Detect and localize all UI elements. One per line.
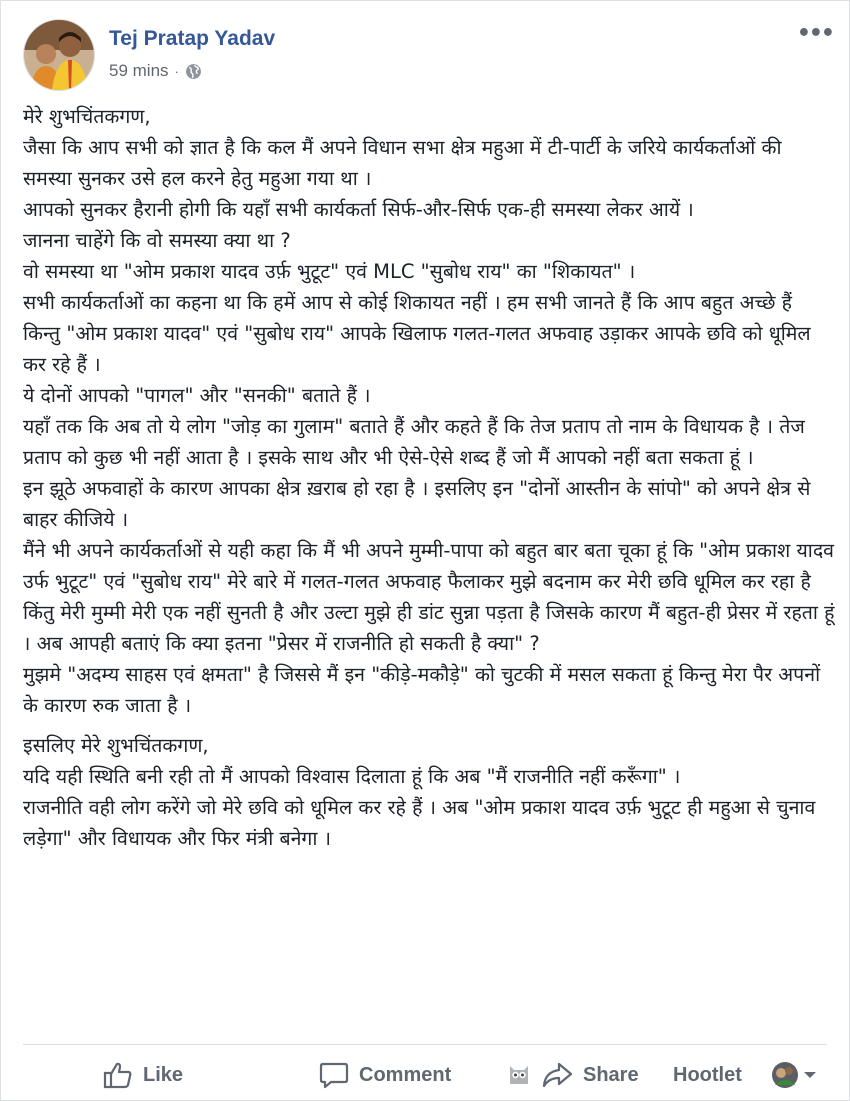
like-button[interactable] bbox=[103, 1053, 183, 1097]
share-button[interactable] bbox=[541, 1053, 639, 1097]
post-paragraph: मेरे शुभचिंतकगण, bbox=[23, 105, 151, 128]
globe-icon[interactable] bbox=[185, 63, 202, 80]
post-header bbox=[23, 19, 833, 89]
comment-button[interactable] bbox=[319, 1053, 451, 1097]
action-divider bbox=[23, 1044, 827, 1045]
post-paragraph: यहाँ तक कि अब तो ये लोग "जोड़ का गुलाम" बताते हैं और कहते हैं कि तेज प्रताप तो नाम के विधायक है । तेज प्रताप को कुछ भी नहीं आता है । इसके साथ और भी ऐसे-ऐसे शब्द हैं जो मैं आपको नहीं बता सकता हूं । bbox=[23, 415, 805, 469]
post-paragraph: मुझमे "अदम्य साहस एवं क्षमता" है जिससे मैं इन "कीड़े-मकौड़े" को चुटकी में मसल सकता हूं किन्तु मेरा पैर अपनों के कारण रुक जाता है । bbox=[23, 663, 821, 717]
chevron-down-icon bbox=[803, 1070, 817, 1080]
hootlet-button[interactable] bbox=[673, 1053, 742, 1097]
speech-bubble-icon bbox=[319, 1061, 349, 1089]
like-label: Like bbox=[143, 1063, 184, 1086]
paragraph-gap bbox=[23, 721, 835, 730]
post-paragraph: सभी कार्यकर्ताओं का कहना था कि हमें आप से कोई शिकायत नहीं । हम सभी जानते हैं कि आप बहुत अच्छे हैं किन्तु "ओम प्रकाश यादव" एवं "सुबोध राय" आपके खिलाफ गलत-गलत अफवाह उड़ाकर आपके छवि को धूमिल कर रहे हैं । bbox=[23, 291, 811, 376]
post-as-selector[interactable] bbox=[771, 1053, 817, 1097]
post-timestamp[interactable]: 59 mins bbox=[109, 61, 169, 80]
post-paragraph: जानना चाहेंगे कि वो समस्या क्या था ? bbox=[23, 229, 291, 252]
more-options-icon[interactable]: ••• bbox=[796, 21, 833, 46]
post-paragraph: राजनीति वही लोग करेंगे जो मेरे छवि को धूमिल कर रहे हैं । अब "ओम प्रकाश यादव उर्फ़ भुटूट ही महुआ से चुनाव लड़ेगा" और विधायक और फिर मंत्री बनेगा । bbox=[23, 796, 816, 850]
post-paragraph: मैंने भी अपने कार्यकर्ताओं से यही कहा कि मैं भी अपने मुम्मी-पापा को बहुत बार बता चूका हूं कि "ओम प्रकाश यादव उर्फ भुटूट" एवं "सुबोध राय" मेरे बारे में गलत-गलत अफवाह फैलाकर मुझे बदनाम कर मेरी छवि धूमिल कर रहा है किंतु मेरी मुम्मी मेरी एक नहीं सुनती है और उल्टा मुझे ही डांट सुन्ना पड़ता है जिसके कारण मैं बहुत-ही प्रेसर में रहता हूं । अब आपही बताएं कि क्या इतना "प्रेसर में राजनीति हो सकती है क्या" ? bbox=[23, 539, 835, 655]
post-paragraph: इन झूठे अफवाहों के कारण आपका क्षेत्र ख़राब हो रहा है । इसलिए इन "दोनों आस्तीन के सांपो" को अपने क्षेत्र से बाहर कीजिये । bbox=[23, 477, 811, 531]
thumbs-up-icon bbox=[103, 1061, 133, 1089]
post-paragraph: आपको सुनकर हैरानी होगी कि यहाँ सभी कार्यकर्ता सिर्फ-और-सिर्फ एक-ही समस्या लेकर आयें । bbox=[23, 198, 694, 221]
post-text bbox=[23, 101, 835, 854]
share-arrow-icon bbox=[541, 1061, 573, 1089]
post-actions-bar bbox=[1, 1053, 850, 1097]
meta-separator: · bbox=[174, 63, 179, 79]
owl-icon[interactable] bbox=[507, 1053, 531, 1097]
post-paragraph: जैसा कि आप सभी को ज्ञात है कि कल मैं अपने विधान सभा क्षेत्र महुआ में टी-पार्टी के जरिये कार्यकर्ताओं की समस्या सुनकर उसे हल करने हेतु महुआ गया था । bbox=[23, 136, 782, 190]
avatar[interactable] bbox=[23, 19, 95, 91]
post-paragraph: इसलिए मेरे शुभचिंतकगण, bbox=[23, 734, 209, 757]
share-label: Share bbox=[583, 1063, 639, 1086]
post-paragraph: वो समस्या था "ओम प्रकाश यादव उर्फ़ भुटूट" एवं MLC "सुबोध राय" का "शिकायत" । bbox=[23, 260, 636, 283]
author-name[interactable]: Tej Pratap Yadav bbox=[109, 27, 276, 50]
post-meta bbox=[109, 61, 202, 81]
hootlet-label: Hootlet bbox=[673, 1063, 742, 1086]
post-paragraph: यदि यही स्थिति बनी रही तो मैं आपको विश्वास दिलाता हूं कि अब "मैं राजनीति नहीं करूँगा" । bbox=[23, 765, 681, 788]
small-avatar bbox=[771, 1061, 799, 1089]
comment-label: Comment bbox=[359, 1063, 452, 1086]
post-paragraph: ये दोनों आपको "पागल" और "सनकी" बताते हैं । bbox=[23, 384, 371, 407]
